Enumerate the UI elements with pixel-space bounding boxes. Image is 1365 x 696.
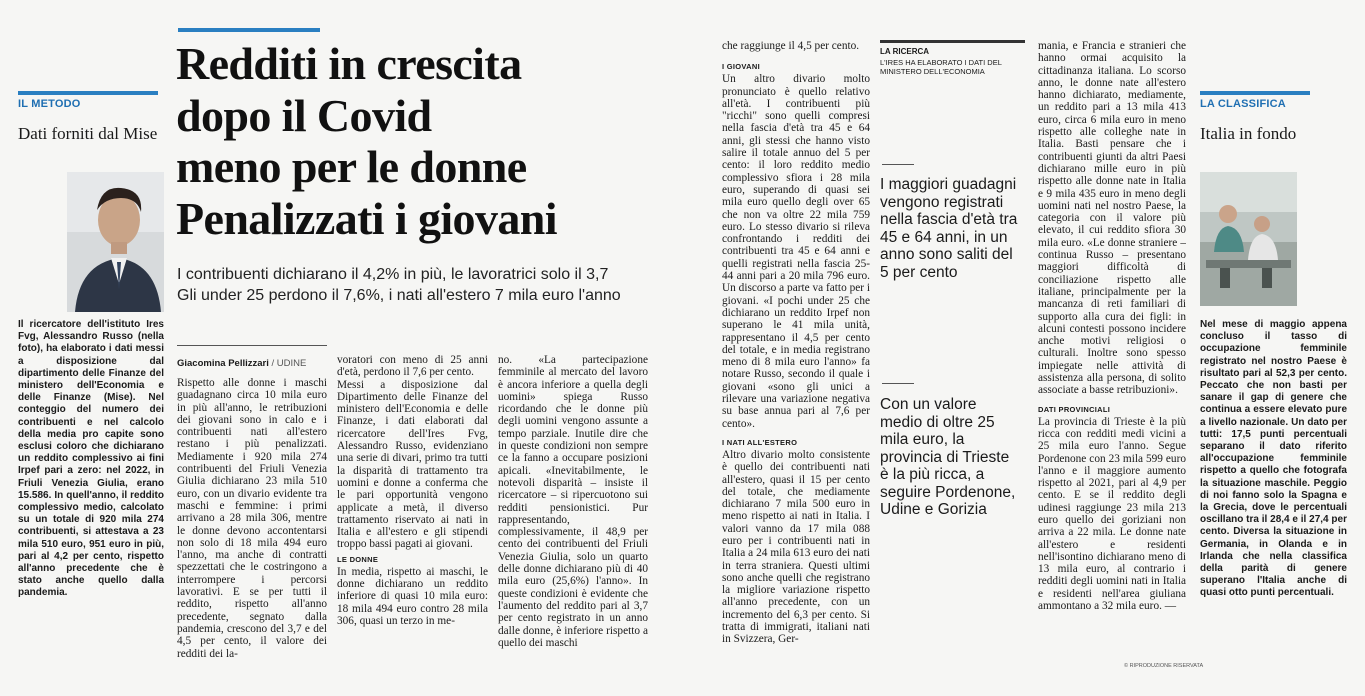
- byline-author: Giacomina Pellizzari: [177, 358, 269, 369]
- quote1-rule: [882, 164, 914, 165]
- copyright-note: © RIPRODUZIONE RISERVATA: [1124, 663, 1204, 669]
- metodo-caption: Il ricercatore dell'istituto Ires Fvg, Alessandro Russo (nella foto), ha elaborato i dati messi a disposizione dal dipartimento delle Finanze del ministero dell'Economia e delle Finanze (Mise). Nel conteggio del numero dei contribuenti e nel calcolo della media pro capite sono esclusi coloro che dichiarano un reddito complessivo ai fini Irpef pari a zero: nel 2022, in Friuli Venezia Giulia, erano 15.586. In quell'anno, il reddito complessivo medio, calcolato su un totale di 920 mila 274 contribuenti, si attestava a 23 mila 510 euro, 951 euro in più, pari al 4,2 per cento, rispetto all'anno precedente che è stato anche quello dalla pandemia.: [18, 319, 164, 599]
- portrait-image: [67, 172, 164, 312]
- ricerca-rule: [880, 40, 1025, 43]
- headline-line-2: dopo il Covid: [176, 89, 432, 141]
- metodo-title: Dati forniti dal Mise: [18, 124, 158, 143]
- subhead-nati-estero: I NATI ALL'ESTERO: [722, 437, 798, 447]
- subhead-giovani: I GIOVANI: [722, 62, 760, 72]
- ricerca-note: L'IRES HA ELABORATO I DATI DEL MINISTERO DELL'ECONOMIA: [880, 58, 1002, 76]
- article-col-6b-text: La provincia di Trieste è la più ricca con redditi medi vicini a 25 mila euro l'anno. Segue Pordenone con 23 mila 599 euro l'anno e il maggiore aumento rispetto al 2021, pari al 4,9 per cento. E se il reddito degli udinesi raggiunge 23 mila 213 euro quello dei goriziani non arriva a 22 mila. Le donne nate all'estero e residenti nell'isontino dichiarano meno di 13 mila euro, al contrario i redditi degli uomini nati in Italia e residenti nell'area giuliana ammontano a 32 mila euro. —: [1038, 415, 1186, 613]
- headline-line-3: meno per le donne: [176, 141, 527, 192]
- factory-workers-image: [1200, 172, 1297, 306]
- article-col-4-top: che raggiunge il 4,5 per cento.: [722, 40, 860, 52]
- article-col-2: [337, 354, 488, 674]
- quote-2: Con un valore medio di oltre 25 mila euro, la provincia di Trieste è la più ricca, a seguire Pordenone, Udine e Gorizia: [880, 396, 1016, 518]
- subtitle-line-1: I contribuenti dichiarano il 4,2% in più, le lavoratrici solo il 3,7: [177, 266, 609, 283]
- quote2-rule: [882, 383, 914, 384]
- article-col-2-text: voratori con meno di 25 anni d'età, perdono il 7,6 per cento. Messi a disposizione dal Dipartimento delle Finanze del ministero dell'Economia e delle Finanze, i dati elaborati dal ricercatore dell'Ires Fvg, Alessandro Russo, evidenziano una serie di divari, primo tra tutti la disparità di trattamento tra uomini e donne a conferma che le pari opportunità vengono applicate a metà, il diverso trattamento riservato ai nati in Italia e all'estero e gli stipendi troppo bassi pagati ai giovani.: [337, 354, 488, 551]
- headline-rule: [178, 28, 320, 32]
- article-col-3: no. «La partecipazione femminile al mercato del lavoro è ancora inferiore a quella degli uomini» spiega Russo ricordando che le donne più degli uomini vengono assunte a tempo parziale. Inutile dire che in queste condizioni non sempre ce la fanno a occupare posizioni apicali. «Inevitabilmente, le notevoli disparità – insiste il ricercatore – si ripercuotono sui redditi pensionistici. Pur rappresentando, complessivamente, il 48,9 per cento dei contribuenti del Friuli Venezia Giulia, solo un quarto delle donne dichiarano più di 40 mila euro (25,6%) l'anno». In queste condizioni è evidente che l'aumento del reddito pari al 3,7 per cento registrato in un anno dalle donne, è inferiore rispetto a quello dei maschi: [498, 354, 648, 649]
- byline-place: UDINE: [276, 358, 307, 369]
- russo-photo: [67, 172, 164, 312]
- headline-line-4: Penalizzati i giovani: [176, 192, 557, 244]
- classifica-title: Italia in fondo: [1200, 124, 1297, 143]
- article-col-6a-text: mania, e Francia e stranieri che hanno ormai acquisito la cittadinanza italiana. Lo scorso anno, le donne nate all'estero hanno dichiarato, mediamente, un reddito pari a 13 mila 413 euro, circa 6 mila euro in meno rispetto alle colleghe nate in Italia. Basti pensare che i contribuenti giunti da altri Paesi dichiarano mille euro in più rispetto alle donne nate in Italia e 9 mila 435 euro in meno degli uomini nati nel nostro Paese, la categoria con il valore più elevato, il cui reddito sfiora 30 mila euro. «Le donne straniere – continua Russo – presentano maggiori difficoltà di conciliazione rispetto alle italiane, principalmente per la mancanza di reti familiari di supporto alla cura dei figli: in alcuni contesti possono incidere anche motivi religiosi o culturali. Inoltre sono spesso impiegate nelle attività di assistenza alla persona, di solito associate a basse retribuzioni».: [1038, 40, 1186, 397]
- metodo-rule: [18, 91, 158, 95]
- metodo-kicker: IL METODO: [18, 98, 81, 110]
- quote-1: I maggiori guadagni vengono registrati nella fascia d'età tra 45 e 64 anni, in un anno sono saliti del 5 per cento: [880, 176, 1018, 281]
- ricerca-kicker: LA RICERCA: [880, 47, 930, 56]
- article-col-4b-text: Altro divario molto consistente è quello dei contribuenti nati all'estero, quasi il 15 per cento del totale, che mediamente dichiarano 7 mila 500 euro in meno rispetto ai nati in Italia. I valori vanno da 17 mila 088 euro per i contribuenti nati in Italia a 24 mila 613 euro dei nati in terra straniera. Questi ultimi sono anche quelli che registrano la migliore variazione rispetto all'anno precedente, con un incremento del 6,3 per cento. Si tratta di immigrati, italiani nati in Svizzera, Ger-: [722, 448, 870, 646]
- article-col-4a-text: Un altro divario molto pronunciato è quello relativo all'età. I contribuenti più "ricchi" sono quelli compresi nella fascia d'età tra 45 e 64 anni, gli stessi che hanno visto salire il totale annuo del 5 per cento: il loro reddito medio complessivo sfiora i 28 mila euro, superando di quasi sei mila euro quello degli over 65 che non va oltre 22 mila 759 euro. Lo stesso divario si rileva confrontando i redditi dei contribuenti tra 45 e 64 anni e quelli registrati nella fascia 25-44 anni pari a 20 mila 796 euro. Un discorso a parte va fatto per i giovani. «I pochi under 25 che dichiarano un reddito Irpef non superano le 41 mila unità, rappresentano il 4,5 per cento del totale, e in media registrano meno di 8 mila euro l'anno» fa notare Russo, secondo il quale i giovani «sono gli unici a rilevare una variazione negativa su base annua pari al 7,6 per cento».: [722, 73, 870, 430]
- headline: [176, 38, 676, 244]
- article-col-4: [722, 40, 870, 675]
- factory-photo: [1200, 172, 1297, 306]
- article-col-6: [1038, 40, 1186, 675]
- subhead-dati-provinciali: DATI PROVINCIALI: [1038, 404, 1111, 414]
- subhead-donne: LE DONNE: [337, 554, 379, 564]
- headline-line-1: Redditi in crescita: [176, 38, 522, 89]
- byline: Giacomina Pellizzari / UDINE: [177, 358, 307, 369]
- byline-rule: [177, 345, 327, 346]
- subtitle: [177, 264, 621, 306]
- classifica-caption: Nel mese di maggio appena concluso il tasso di occupazione femminile registrato nel nostro Paese è risultato pari al 52,3 per cento. Peccato che non basti per sanare il gap di genere che continua a essere elevato pure a livello nazionale. Un dato per tutti: 17,5 punti percentuali separano il dato riferito all'occupazione femminile rispetto a quello che fotografa la situazione maschile. Peggio di noi fanno solo la Spagna e la Grecia, dove le percentuali oscillano tra il 28,4 e il 27,4 per cento. Diversa la situazione in Germania, in Olanda e in Irlanda che nella classifica della parità di genere superano l'Italia anche di quasi otto punti percentuali.: [1200, 319, 1347, 599]
- classifica-rule: [1200, 91, 1310, 95]
- article-col-2b-text: In media, rispetto ai maschi, le donne dichiarano un reddito inferiore di quasi 10 mila euro: 18 mila 494 euro contro 28 mila 306, quasi un terzo in me-: [337, 565, 488, 627]
- subtitle-line-2: Gli under 25 perdono il 7,6%, i nati all'estero 7 mila euro l'anno: [177, 287, 621, 304]
- classifica-kicker: LA CLASSIFICA: [1200, 98, 1286, 110]
- article-col-1: Rispetto alle donne i maschi guadagnano circa 10 mila euro in più all'anno, le retribuzioni dei giovani sono in calo e i contribuenti nati all'estero restano i più penalizzati. Mediamente i 920 mila 274 contribuenti del Friuli Venezia Giulia dichiarano 23 mila 510 euro, con un divario evidente tra maschi e femmine: i primi arrivano a 28 mila 306, mentre le donne devono accontentarsi non solo di 18 mila 494 euro l'anno, ma anche di contratti spezzettati che le costringono a interrompere i percorsi lavorativi. E se per tutti il reddito, rispetto all'anno precedente, segnato dalla pandemia, crescono del 3,7 e del 4,5 per cento, il valore dei redditi dei la-: [177, 377, 327, 660]
